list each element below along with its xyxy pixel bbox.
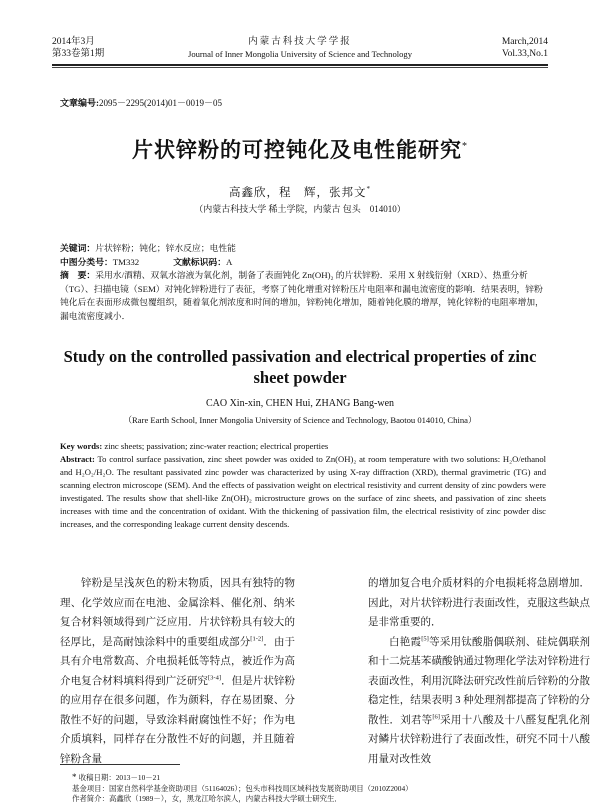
title-cn-text: 片状锌粉的可控钝化及电性能研究 — [132, 138, 462, 162]
clc-value: TM332 — [112, 256, 140, 267]
body-column-left — [60, 574, 295, 769]
header-date: 2014年3月 — [52, 37, 95, 47]
title-en: Study on the controlled passivation and electrical properties of zinc sheet powder — [63, 347, 537, 387]
author-value: 高鑫欣（1989－），女，黑龙江哈尔滨人，内蒙古科技大学硕士研究生． — [108, 794, 342, 803]
title-footnote-mark: * — [462, 141, 468, 152]
abstract-en — [60, 453, 546, 531]
keywords-en — [60, 440, 546, 453]
doc-code-label: 文献标识码： — [173, 256, 226, 267]
running-header-right — [502, 36, 548, 60]
authors-cn-text: 高鑫欣，程 辉，张邦文 — [229, 187, 367, 199]
article-number — [60, 96, 222, 109]
header-date-en: March,2014 — [501, 37, 548, 47]
clc-label: 中图分类号： — [60, 256, 113, 267]
abstract-cn-value: 采用水/酒精、双氧水溶液为氧化剂，制备了表面钝化 Zn(OH)₂ 的片状锌粉．采用 X 射线衍射（XRD）、热重分析（TG）、扫描电镜（SEM）对钝化锌粉进行了表征，考察了钝化增重对锌粉压片电阻率和漏电流密度的影响．结果表明，锌粉钝化后在表面形成微包覆组织，随着氧化剂浓度和时间的增加，锌粉钝化增加，随着钝化膜的增厚，钝化锌粉的电阻率增加，漏电流密度减小． — [60, 270, 544, 321]
footnote-fund — [72, 784, 552, 795]
body-paragraph — [368, 633, 590, 770]
body-paragraph — [60, 574, 295, 769]
journal-name-cn: 内蒙古科技大学学报 — [248, 37, 352, 47]
abstract-cn-label: 摘 要： — [60, 270, 96, 280]
body-column-right — [368, 574, 590, 769]
journal-name-en: Journal of Inner Mongolia University of Science and Technology — [187, 49, 413, 59]
body-text: 白艳霞 — [389, 636, 422, 648]
abstract-en-label: Abstract: — [60, 454, 95, 464]
keywords-cn — [60, 242, 548, 256]
keywords-cn-value: 片状锌粉；钝化；锌水反应；电性能 — [95, 243, 236, 253]
metadata-en — [60, 440, 546, 531]
keywords-en-value: zinc sheets; passivation; zinc-water reaction; electrical properties — [104, 441, 329, 451]
keywords-en-label: Key words: — [60, 441, 103, 451]
author-label: 作者简介： — [72, 794, 109, 803]
citation: [3-4] — [208, 674, 221, 681]
classification-line — [60, 256, 548, 270]
received-value: 2013－10－21 — [115, 773, 161, 782]
footnote-rule — [60, 764, 180, 765]
footnote-received: * 收稿日期：2013－10－21 — [72, 772, 161, 782]
body-text: 采用十八酸及十八醛复配乳化剂对鳞片状锌粉进行了表面改性，研究不同十八酸用量对改性效 — [368, 714, 591, 765]
article-number-label: 文章编号: — [60, 98, 99, 108]
footnote-author — [72, 794, 552, 803]
affiliation-en: （Rare Earth School, Inner Mongolia University of Science and Technology, Baotou 014010, China） — [123, 415, 477, 425]
header-volume-en: Vol.33,No.1 — [501, 49, 548, 59]
article-number-value: 2095－2295(2014)01－0019－05 — [99, 98, 222, 108]
keywords-cn-label: 关键词： — [60, 243, 96, 253]
title-cn — [40, 134, 560, 164]
header-rule-thick — [52, 64, 548, 66]
citation: [5] — [421, 635, 429, 642]
citation: [1-2] — [250, 635, 264, 642]
header-rule-thin — [52, 67, 548, 68]
running-header-left — [52, 36, 104, 60]
footnotes — [72, 772, 552, 803]
authors-footnote-mark: * — [366, 185, 371, 194]
fund-label: 基金项目： — [72, 783, 109, 793]
body-text: ．由于具有介电常数高、介电损耗低等特点，被近作为高介电复合材料填料得到广泛研究 — [60, 636, 296, 687]
metadata-cn — [60, 242, 548, 323]
citation: [6] — [432, 713, 440, 720]
authors-cn — [60, 184, 540, 200]
body-text: ．但是片状锌粉的应用存在很多问题，作为颜料，存在易团聚、分散性不好的问题，导致涂料耐腐蚀性不好；作为电介质填料，同样存在分散性不好的问题，并且随着锌粉含量 — [60, 675, 295, 765]
affiliation-cn: （内蒙古科技大学 稀土学院，内蒙古 包头 014010） — [194, 204, 406, 214]
header-volume: 第33卷第1期 — [52, 49, 105, 59]
body-text: 锌粉是呈浅灰色的粉末物质，因具有独特的物理、化学效应而在电池、金属涂料、催化剂、纳米复合材料领域得到广泛应用．片状锌粉具有较大的径厚比，是高耐蚀涂料中的重要组成部分 — [60, 578, 295, 648]
abstract-cn — [60, 269, 548, 323]
fund-value: 国家自然科学基金资助项目（51164026）；包头市科技局区域科技发展资助项目（2010Z2004） — [108, 783, 413, 793]
body-text: 等采用钛酸脂偶联剂、硅烷偶联剂和十二烷基苯磺酸钠通过物理化学法对锌粉进行表面改性，利用沉降法研究改性前后锌粉的分散稳定性，结果表明 3 种处理剂都提高了锌粉的分散性．刘君等 — [368, 636, 590, 726]
received-label: 收稿日期： — [78, 773, 116, 782]
body-paragraph: 的增加复合电介质材料的介电损耗将急剧增加．因此，对片状锌粉进行表面改性，克服这些缺点是非常重要的． — [368, 578, 590, 628]
running-header-center — [150, 36, 450, 60]
abstract-en-value: To control surface passivation, zinc sheet powder was oxided to Zn(OH)₂ at room temperature with two solutions: H₂O/ethanol and H₂O₂/H₂O. The resultant passivated zinc powder was characterized by using X-ray diffraction (XRD), thermal gravimetric (TG) and scanning electron microscope (SEM). And the effects of passivation weight on electrical resistivity and current density of zinc powders were investigated. The results show that shell-like Zn(OH)₂ microstructure grows on the surface of zinc sheets, and passivation of zinc sheets increases with time and the concentration of oxidant. With the thickening of passivation film, the electrical resistivity of zinc powder disc increases, and the corresponding leakage current density descends. — [60, 454, 546, 529]
doc-code-value: A — [226, 256, 233, 267]
authors-en: CAO Xin-xin, CHEN Hui, ZHANG Bang-wen — [205, 398, 395, 409]
